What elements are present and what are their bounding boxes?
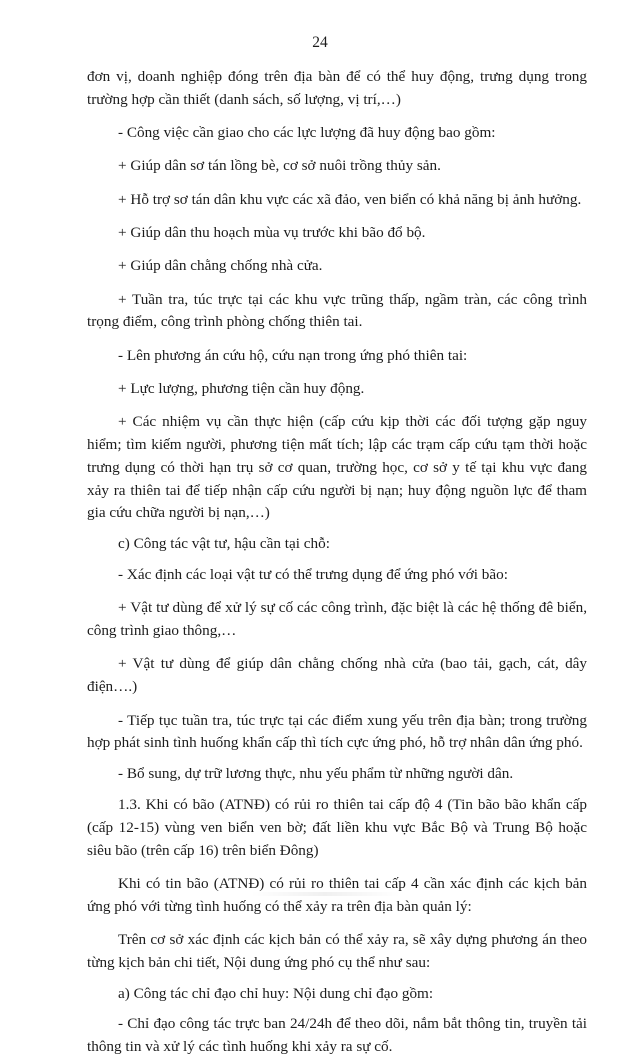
paragraph: - Lên phương án cứu hộ, cứu nạn trong ứng phó thiên tai:: [118, 346, 468, 364]
paragraph: - Xác định các loại vật tư có thể trưng dụng để ứng phó với bão:: [118, 566, 508, 584]
paragraph: + Lực lượng, phương tiện cần huy động.: [118, 379, 365, 397]
paragraph: + Giúp dân sơ tán lồng bè, cơ sở nuôi trồng thủy sản.: [118, 157, 441, 175]
paragraph: + Tuần tra, túc trực tại các khu vực trũng thấp, ngầm tràn, các công trình trọng điểm, công trình phòng chống thiên tai.: [87, 290, 587, 331]
paragraph: - Công việc cần giao cho các lực lượng đã huy động bao gồm:: [118, 124, 496, 142]
scan-artifact: [250, 892, 400, 896]
paragraph: c) Công tác vật tư, hậu cần tại chỗ:: [118, 535, 330, 553]
document-body: [87, 66, 587, 1059]
paragraph: + Giúp dân chằng chống nhà cửa.: [118, 257, 323, 275]
paragraph: + Vật tư dùng để giúp dân chằng chống nhà cửa (bao tải, gạch, cát, dây điện….): [87, 655, 587, 696]
paragraph: Trên cơ sở xác định các kịch bản có thể xảy ra, sẽ xây dựng phương án theo từng kịch bản chi tiết, Nội dung ứng phó cụ thể như sau:: [87, 930, 587, 971]
paragraph: 1.3. Khi có bão (ATNĐ) có rủi ro thiên tai cấp độ 4 (Tin bão bão khẩn cấp (cấp 12-15) vùng ven biển ven bờ; đất liền khu vực Bắc Bộ và Trung Bộ hoặc siêu bão (trên cấp 16) trên biển Đông): [87, 795, 587, 859]
paragraph: - Tiếp tục tuần tra, túc trực tại các điểm xung yếu trên địa bàn; trong trường hợp phát sinh tình huống khẩn cấp thì tích cực ứng phó, hỗ trợ nhân dân ứng phó.: [87, 711, 587, 752]
paragraph: a) Công tác chỉ đạo chỉ huy: Nội dung chỉ đạo gồm:: [118, 984, 434, 1002]
paragraph: đơn vị, doanh nghiệp đóng trên địa bàn để có thể huy động, trưng dụng trong trường hợp cần thiết (danh sách, số lượng, vị trí,…): [87, 68, 587, 108]
paragraph: + Các nhiệm vụ cần thực hiện (cấp cứu kịp thời các đối tượng gặp nguy hiểm; tìm kiếm người, phương tiện mất tích; lập các trạm cấp cứu tạm thời hoặc trưng dụng có thời hạn trụ sở cơ quan, trường học, cơ sở y tế tại khu vực đang xảy ra thiên tai để tiếp nhận cấp cứu người bị nạn; huy động nguồn lực để tham gia cứu chữa người bị nạn,…): [87, 413, 587, 522]
page-number: 24: [312, 34, 328, 51]
paragraph: + Vật tư dùng để xử lý sự cố các công trình, đặc biệt là các hệ thống đê biển, công trình giao thông,…: [87, 599, 587, 640]
paragraph: + Hỗ trợ sơ tán dân khu vực các xã đảo, ven biển có khả năng bị ảnh hưởng.: [118, 190, 582, 208]
paragraph: Khi có tin bão (ATNĐ) có rủi ro thiên tai cấp 4 cần xác định các kịch bản ứng phó với từng tình huống có thể xảy ra trên địa bàn quản lý:: [87, 874, 587, 915]
paragraph: - Chỉ đạo công tác trực ban 24/24h để theo dõi, nắm bắt thông tin, truyền tải thông tin và xử lý các tình huống khi xảy ra sự cố.: [87, 1015, 587, 1056]
paragraph: + Giúp dân thu hoạch mùa vụ trước khi bão đổ bộ.: [118, 223, 426, 241]
paragraph: - Bổ sung, dự trữ lương thực, nhu yếu phẩm từ những người dân.: [118, 765, 514, 783]
